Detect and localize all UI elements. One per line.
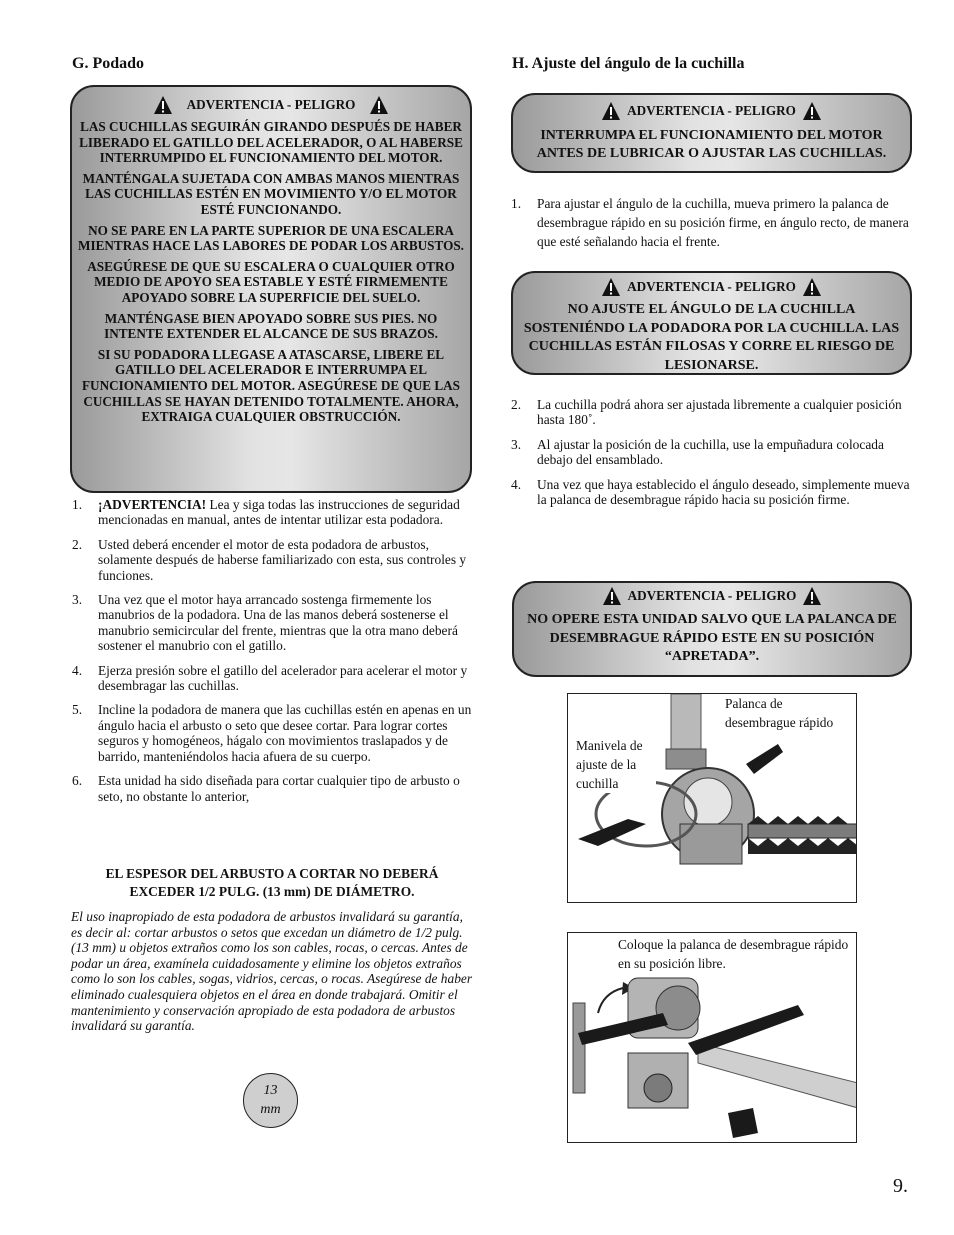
warning-triangle-icon <box>369 95 389 115</box>
thickness-circle: 13 mm <box>243 1073 298 1128</box>
warning-triangle-icon <box>153 95 173 115</box>
ajuste-step-1 <box>511 194 911 260</box>
warning-text: INTERRUMPA EL FUNCIONAMIENTO DEL MOTOR ANTES DE LUBRICAR O AJUSTAR LAS CUCHILLAS. <box>536 128 887 161</box>
list-item: 3. Una vez que el motor haya arrancado sostenga firmemente los manubrios de la podadora. Una de las manos deberá sostenerse el manubrio semicircular del frente, mientras que la otra mano deberá sostener el manubrio con el gatillo. <box>72 592 458 654</box>
list-item: 2. Usted deberá encender el motor de esta podadora de arbustos, solamente después de haberse familiarizado con esta, sus controles y funciones. <box>72 536 467 583</box>
warning-header: ADVERTENCIA - PELIGRO <box>627 279 796 295</box>
section-title-ajuste: H. Ajuste del ángulo de la cuchilla <box>512 55 745 72</box>
warning-box-lubricate <box>511 93 912 173</box>
warning-triangle-icon <box>802 277 822 297</box>
section-title-podado: G. Podado <box>72 55 145 72</box>
warning-header: ADVERTENCIA - PELIGRO <box>627 103 796 119</box>
warning-paragraph: SI SU PODADORA LLEGASE A ATASCARSE, LIBERE EL GATILLO DEL ACELERADOR E INTERRUMPA EL FUNCIONAMIENTO DEL MOTOR. ASEGÚRESE DE QUE LAS CUCHILLAS SE HAYAN DETENIDO TOTALMENTE. AHORA, EXTRAIGA CUALQUIER OBSTRUCCIÓN. <box>82 346 460 425</box>
list-item: 1. ¡ADVERTENCIA! Lea y siga todas las instrucciones de seguridad mencionadas en manual, antes de intentar utilizar esta podadora. <box>72 497 460 528</box>
warning-box-blade <box>511 271 912 375</box>
warning-box-podado <box>70 85 472 493</box>
ajuste-steps-list <box>511 397 911 516</box>
warning-triangle-icon <box>602 586 622 606</box>
warning-header: ADVERTENCIA - PELIGRO <box>627 588 797 604</box>
list-item: 3. Al ajustar la posición de la cuchilla, use la empuñadura colocada debajo del ensamblado. <box>511 436 884 468</box>
lever-label: Palanca de desembrague rápido <box>725 694 855 732</box>
list-item: 5. Incline la podadora de manera que las cuchillas estén en apenas en un ángulo hacia el arbusto o seto que desee cortar. Para lograr cortes seguros y homogéneos, hágalo con movimientos traslapados y de barrido, manteniéndolos hacia afuera de su cuerpo. <box>72 702 472 764</box>
warning-paragraph: MANTÉNGASE BIEN APOYADO SOBRE SUS PIES. NO INTENTE EXTENDER EL ALCANCE DE SUS BRAZOS. <box>104 310 438 342</box>
warning-text: NO OPERE ESTA UNIDAD SALVO QUE LA PALANCA DE DESEMBRAGUE RÁPIDO ESTE EN SU POSICIÓN “APRETADA”. <box>527 612 897 664</box>
figure-release-lever <box>567 932 857 1143</box>
list-item: 1. Para ajustar el ángulo de la cuchilla, mueva primero la palanca de desembrague rápido en su posición firme, en ángulo recto, de manera que esté señalando hacia el frente. <box>511 196 909 249</box>
warning-paragraph: NO SE PARE EN LA PARTE SUPERIOR DE UNA ESCALERA MIENTRAS HACE LAS LABORES DE PODAR LOS ARBUSTOS. <box>78 222 464 254</box>
figure-blade-angle <box>567 693 857 903</box>
list-item: 4. Una vez que haya establecido el ángulo deseado, simplemente mueva la palanca de desembrague rápido hacia su posición firme. <box>511 476 910 508</box>
warning-box-lever <box>512 581 912 677</box>
list-item: 2. La cuchilla podrá ahora ser ajustada libremente a cualquier posición hasta 180˚. <box>511 397 902 428</box>
podado-steps-list <box>72 497 472 813</box>
warning-triangle-icon <box>802 101 822 121</box>
thickness-note: EL ESPESOR DEL ARBUSTO A CORTAR NO DEBERÁ EXCEDER 1/2 PULG. (13 mm) DE DIÁMETRO. <box>105 866 439 899</box>
warning-triangle-icon <box>601 277 621 297</box>
warranty-note: El uso inapropiado de esta podadora de arbustos invalidará su garantía, es decir al: cortar arbustos o setos que excedan un diámetro de 1/2 pulg. (13 mm) u objetos extraños como los son cables, rocas, o cercas. Antes de podar un área, examínela cuidadosamente y elimine los objetos extraños como lo son los cables, sogas, vidrios, cercas, o rocas. Asegúrese de haber eliminado cualesquiera objetos en el área en donde trabajará. Omitir el mantenimiento y conservación apropiado de esta podadora de arbustos invalidará su garantía. <box>71 909 473 1034</box>
warning-paragraph: ASEGÚRESE DE QUE SU ESCALERA O CUALQUIER OTRO MEDIO DE APOYO SEA ESTABLE Y ESTÉ FIRMEMENTE APOYADO SOBRE LA SUPERFICIE DEL SUELO. <box>87 258 455 305</box>
warning-text: NO AJUSTE EL ÁNGULO DE LA CUCHILLA SOSTENIÉNDO LA PODADORA POR LA CUCHILLA. LAS CUCHILLAS ESTÁN FILOSAS Y CORRE EL RIESGO DE LESIONARSE. <box>523 302 900 373</box>
list-item: 4. Ejerza presión sobre el gatillo del acelerador para acelerar el motor y desembragar las cuchillas. <box>72 662 468 694</box>
list-item: 6. Esta unidad ha sido diseñada para cortar cualquier tipo de arbusto o seto, no obstante lo anterior, <box>72 773 460 804</box>
crank-label: Manivela de ajuste de la cuchilla <box>576 736 656 793</box>
warning-header: ADVERTENCIA - PELIGRO <box>186 97 356 113</box>
warning-triangle-icon <box>802 586 822 606</box>
warning-paragraph: MANTÉNGALA SUJETADA CON AMBAS MANOS MIENTRAS LAS CUCHILLAS ESTÉN EN MOVIMIENTO Y/O EL MOTOR ESTÉ FUNCIONANDO. <box>82 170 460 217</box>
free-position-label: Coloque la palanca de desembrague rápido en su posición libre. <box>618 935 854 973</box>
warning-triangle-icon <box>601 101 621 121</box>
page-number: 9. <box>893 1175 908 1197</box>
warning-paragraph: LAS CUCHILLAS SEGUIRÁN GIRANDO DESPUÉS DE HABER LIBERADO EL GATILLO DEL ACELERADOR, O AL HABERSE INTERRUMPIDO EL FUNCIONAMIENTO DEL MOTOR. <box>79 119 463 166</box>
